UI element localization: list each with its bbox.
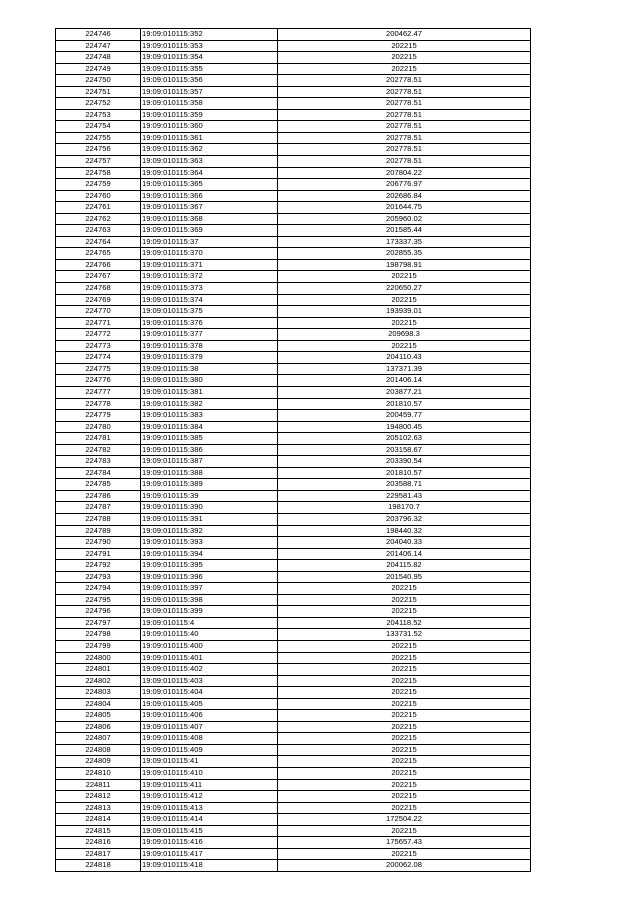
value-cell: 202215 xyxy=(278,664,531,676)
cadastral-number-cell: 19:09:010115:359 xyxy=(141,109,278,121)
table-row xyxy=(56,386,531,398)
value-cell: 202778.51 xyxy=(278,75,531,87)
table-row xyxy=(56,583,531,595)
value-cell: 202215 xyxy=(278,640,531,652)
value-cell: 202215 xyxy=(278,756,531,768)
value-cell: 204115.82 xyxy=(278,560,531,572)
table-row xyxy=(56,675,531,687)
cadastral-number-cell: 19:09:010115:41 xyxy=(141,756,278,768)
value-cell: 202855.35 xyxy=(278,248,531,260)
value-cell: 202686.84 xyxy=(278,190,531,202)
table-row xyxy=(56,98,531,110)
cadastral-number-cell: 19:09:010115:400 xyxy=(141,640,278,652)
row-id-cell: 224793 xyxy=(56,571,141,583)
row-id-cell: 224812 xyxy=(56,791,141,803)
value-cell: 173337.35 xyxy=(278,236,531,248)
row-id-cell: 224773 xyxy=(56,340,141,352)
row-id-cell: 224756 xyxy=(56,144,141,156)
value-cell: 209698.3 xyxy=(278,329,531,341)
value-cell: 203390.54 xyxy=(278,456,531,468)
table-row xyxy=(56,502,531,514)
value-cell: 202215 xyxy=(278,606,531,618)
value-cell: 202215 xyxy=(278,317,531,329)
cadastral-number-cell: 19:09:010115:412 xyxy=(141,791,278,803)
row-id-cell: 224784 xyxy=(56,467,141,479)
value-cell: 201810.57 xyxy=(278,467,531,479)
table-row xyxy=(56,271,531,283)
row-id-cell: 224795 xyxy=(56,594,141,606)
cadastral-number-cell: 19:09:010115:367 xyxy=(141,202,278,214)
table-row xyxy=(56,744,531,756)
cadastral-number-cell: 19:09:010115:401 xyxy=(141,652,278,664)
cadastral-number-cell: 19:09:010115:377 xyxy=(141,329,278,341)
cadastral-number-cell: 19:09:010115:393 xyxy=(141,537,278,549)
row-id-cell: 224749 xyxy=(56,63,141,75)
row-id-cell: 224779 xyxy=(56,410,141,422)
value-cell: 203877.21 xyxy=(278,386,531,398)
value-cell: 202215 xyxy=(278,583,531,595)
table-row xyxy=(56,779,531,791)
table-row xyxy=(56,733,531,745)
cadastral-number-cell: 19:09:010115:385 xyxy=(141,433,278,445)
value-cell: 202778.51 xyxy=(278,144,531,156)
value-cell: 202778.51 xyxy=(278,86,531,98)
value-cell: 201540.95 xyxy=(278,571,531,583)
value-cell: 203158.67 xyxy=(278,444,531,456)
table-row xyxy=(56,156,531,168)
row-id-cell: 224788 xyxy=(56,513,141,525)
value-cell: 137371.39 xyxy=(278,363,531,375)
value-cell: 203796.32 xyxy=(278,513,531,525)
cadastral-number-cell: 19:09:010115:366 xyxy=(141,190,278,202)
cadastral-number-cell: 19:09:010115:391 xyxy=(141,513,278,525)
row-id-cell: 224789 xyxy=(56,525,141,537)
cadastral-number-cell: 19:09:010115:372 xyxy=(141,271,278,283)
row-id-cell: 224804 xyxy=(56,698,141,710)
row-id-cell: 224755 xyxy=(56,132,141,144)
table-row xyxy=(56,768,531,780)
row-id-cell: 224760 xyxy=(56,190,141,202)
value-cell: 202778.51 xyxy=(278,132,531,144)
value-cell: 202215 xyxy=(278,52,531,64)
cadastral-number-cell: 19:09:010115:415 xyxy=(141,825,278,837)
value-cell: 202778.51 xyxy=(278,121,531,133)
table-row xyxy=(56,259,531,271)
cadastral-number-cell: 19:09:010115:383 xyxy=(141,410,278,422)
table-row xyxy=(56,444,531,456)
table-row xyxy=(56,814,531,826)
value-cell: 201644.75 xyxy=(278,202,531,214)
value-cell: 206776.97 xyxy=(278,179,531,191)
value-cell: 202778.51 xyxy=(278,156,531,168)
table-row xyxy=(56,329,531,341)
table-row xyxy=(56,525,531,537)
value-cell: 202215 xyxy=(278,733,531,745)
row-id-cell: 224815 xyxy=(56,825,141,837)
table-row xyxy=(56,490,531,502)
row-id-cell: 224759 xyxy=(56,179,141,191)
row-id-cell: 224748 xyxy=(56,52,141,64)
cadastral-number-cell: 19:09:010115:37 xyxy=(141,236,278,248)
cadastral-number-cell: 19:09:010115:371 xyxy=(141,259,278,271)
table-row xyxy=(56,213,531,225)
data-table xyxy=(55,28,531,872)
value-cell: 202215 xyxy=(278,271,531,283)
row-id-cell: 224811 xyxy=(56,779,141,791)
cadastral-number-cell: 19:09:010115:414 xyxy=(141,814,278,826)
table-row xyxy=(56,687,531,699)
cadastral-number-cell: 19:09:010115:363 xyxy=(141,156,278,168)
value-cell: 204118.52 xyxy=(278,617,531,629)
row-id-cell: 224794 xyxy=(56,583,141,595)
value-cell: 220650.27 xyxy=(278,283,531,295)
row-id-cell: 224798 xyxy=(56,629,141,641)
row-id-cell: 224803 xyxy=(56,687,141,699)
table-row xyxy=(56,29,531,41)
row-id-cell: 224801 xyxy=(56,664,141,676)
cadastral-number-cell: 19:09:010115:405 xyxy=(141,698,278,710)
row-id-cell: 224770 xyxy=(56,306,141,318)
cadastral-number-cell: 19:09:010115:397 xyxy=(141,583,278,595)
cadastral-number-cell: 19:09:010115:384 xyxy=(141,421,278,433)
table-row xyxy=(56,317,531,329)
value-cell: 200462.47 xyxy=(278,29,531,41)
cadastral-number-cell: 19:09:010115:369 xyxy=(141,225,278,237)
cadastral-number-cell: 19:09:010115:40 xyxy=(141,629,278,641)
table-body xyxy=(56,29,531,872)
value-cell: 201585.44 xyxy=(278,225,531,237)
row-id-cell: 224763 xyxy=(56,225,141,237)
table-row xyxy=(56,860,531,872)
table-row xyxy=(56,825,531,837)
value-cell: 198170.7 xyxy=(278,502,531,514)
table-row xyxy=(56,721,531,733)
table-row xyxy=(56,398,531,410)
table-row xyxy=(56,190,531,202)
table-row xyxy=(56,410,531,422)
table-row xyxy=(56,40,531,52)
value-cell: 202215 xyxy=(278,744,531,756)
table-row xyxy=(56,548,531,560)
cadastral-number-cell: 19:09:010115:370 xyxy=(141,248,278,260)
table-row xyxy=(56,629,531,641)
table-row xyxy=(56,86,531,98)
cadastral-number-cell: 19:09:010115:379 xyxy=(141,352,278,364)
value-cell: 200459.77 xyxy=(278,410,531,422)
cadastral-number-cell: 19:09:010115:362 xyxy=(141,144,278,156)
row-id-cell: 224765 xyxy=(56,248,141,260)
table-row xyxy=(56,479,531,491)
table-row xyxy=(56,571,531,583)
value-cell: 175657.43 xyxy=(278,837,531,849)
cadastral-number-cell: 19:09:010115:354 xyxy=(141,52,278,64)
table-row xyxy=(56,167,531,179)
cadastral-number-cell: 19:09:010115:356 xyxy=(141,75,278,87)
value-cell: 202215 xyxy=(278,721,531,733)
cadastral-number-cell: 19:09:010115:406 xyxy=(141,710,278,722)
cadastral-number-cell: 19:09:010115:390 xyxy=(141,502,278,514)
row-id-cell: 224796 xyxy=(56,606,141,618)
cadastral-number-cell: 19:09:010115:38 xyxy=(141,363,278,375)
cadastral-number-cell: 19:09:010115:368 xyxy=(141,213,278,225)
cadastral-number-cell: 19:09:010115:376 xyxy=(141,317,278,329)
row-id-cell: 224750 xyxy=(56,75,141,87)
value-cell: 203588.71 xyxy=(278,479,531,491)
table-row xyxy=(56,848,531,860)
table-row xyxy=(56,421,531,433)
value-cell: 198798.91 xyxy=(278,259,531,271)
table-row xyxy=(56,248,531,260)
value-cell: 202215 xyxy=(278,687,531,699)
row-id-cell: 224797 xyxy=(56,617,141,629)
value-cell: 200062.08 xyxy=(278,860,531,872)
row-id-cell: 224758 xyxy=(56,167,141,179)
table-row xyxy=(56,179,531,191)
table-row xyxy=(56,144,531,156)
row-id-cell: 224800 xyxy=(56,652,141,664)
table-row xyxy=(56,340,531,352)
cadastral-number-cell: 19:09:010115:413 xyxy=(141,802,278,814)
row-id-cell: 224778 xyxy=(56,398,141,410)
table-row xyxy=(56,433,531,445)
cadastral-number-cell: 19:09:010115:389 xyxy=(141,479,278,491)
row-id-cell: 224764 xyxy=(56,236,141,248)
table-row xyxy=(56,513,531,525)
value-cell: 204040.33 xyxy=(278,537,531,549)
cadastral-number-cell: 19:09:010115:360 xyxy=(141,121,278,133)
row-id-cell: 224761 xyxy=(56,202,141,214)
row-id-cell: 224757 xyxy=(56,156,141,168)
cadastral-number-cell: 19:09:010115:417 xyxy=(141,848,278,860)
row-id-cell: 224754 xyxy=(56,121,141,133)
table-row xyxy=(56,537,531,549)
value-cell: 202215 xyxy=(278,294,531,306)
value-cell: 202215 xyxy=(278,802,531,814)
row-id-cell: 224762 xyxy=(56,213,141,225)
cadastral-number-cell: 19:09:010115:392 xyxy=(141,525,278,537)
row-id-cell: 224771 xyxy=(56,317,141,329)
value-cell: 202215 xyxy=(278,779,531,791)
row-id-cell: 224772 xyxy=(56,329,141,341)
cadastral-number-cell: 19:09:010115:411 xyxy=(141,779,278,791)
table-row xyxy=(56,121,531,133)
cadastral-number-cell: 19:09:010115:410 xyxy=(141,768,278,780)
row-id-cell: 224802 xyxy=(56,675,141,687)
cadastral-number-cell: 19:09:010115:399 xyxy=(141,606,278,618)
row-id-cell: 224791 xyxy=(56,548,141,560)
cadastral-number-cell: 19:09:010115:357 xyxy=(141,86,278,98)
value-cell: 202215 xyxy=(278,710,531,722)
row-id-cell: 224747 xyxy=(56,40,141,52)
value-cell: 202778.51 xyxy=(278,109,531,121)
row-id-cell: 224805 xyxy=(56,710,141,722)
table-row xyxy=(56,456,531,468)
row-id-cell: 224787 xyxy=(56,502,141,514)
table-row xyxy=(56,698,531,710)
cadastral-number-cell: 19:09:010115:398 xyxy=(141,594,278,606)
row-id-cell: 224777 xyxy=(56,386,141,398)
table-row xyxy=(56,283,531,295)
value-cell: 202215 xyxy=(278,791,531,803)
row-id-cell: 224806 xyxy=(56,721,141,733)
table-row xyxy=(56,352,531,364)
table-row xyxy=(56,710,531,722)
table-row xyxy=(56,560,531,572)
cadastral-number-cell: 19:09:010115:386 xyxy=(141,444,278,456)
table-row xyxy=(56,202,531,214)
row-id-cell: 224809 xyxy=(56,756,141,768)
row-id-cell: 224781 xyxy=(56,433,141,445)
row-id-cell: 224753 xyxy=(56,109,141,121)
cadastral-number-cell: 19:09:010115:407 xyxy=(141,721,278,733)
row-id-cell: 224766 xyxy=(56,259,141,271)
row-id-cell: 224746 xyxy=(56,29,141,41)
cadastral-number-cell: 19:09:010115:375 xyxy=(141,306,278,318)
row-id-cell: 224810 xyxy=(56,768,141,780)
cadastral-number-cell: 19:09:010115:355 xyxy=(141,63,278,75)
table-row xyxy=(56,467,531,479)
table-row xyxy=(56,791,531,803)
table-row xyxy=(56,664,531,676)
value-cell: 205960.02 xyxy=(278,213,531,225)
table-row xyxy=(56,52,531,64)
cadastral-number-cell: 19:09:010115:39 xyxy=(141,490,278,502)
value-cell: 193939.01 xyxy=(278,306,531,318)
row-id-cell: 224818 xyxy=(56,860,141,872)
value-cell: 205102.63 xyxy=(278,433,531,445)
cadastral-number-cell: 19:09:010115:402 xyxy=(141,664,278,676)
value-cell: 202215 xyxy=(278,594,531,606)
value-cell: 207804.22 xyxy=(278,167,531,179)
value-cell: 194800.45 xyxy=(278,421,531,433)
row-id-cell: 224816 xyxy=(56,837,141,849)
value-cell: 204110.43 xyxy=(278,352,531,364)
table-row xyxy=(56,375,531,387)
cadastral-number-cell: 19:09:010115:408 xyxy=(141,733,278,745)
row-id-cell: 224785 xyxy=(56,479,141,491)
row-id-cell: 224783 xyxy=(56,456,141,468)
row-id-cell: 224808 xyxy=(56,744,141,756)
row-id-cell: 224776 xyxy=(56,375,141,387)
row-id-cell: 224752 xyxy=(56,98,141,110)
cadastral-number-cell: 19:09:010115:395 xyxy=(141,560,278,572)
table-row xyxy=(56,640,531,652)
value-cell: 229581.43 xyxy=(278,490,531,502)
row-id-cell: 224813 xyxy=(56,802,141,814)
table-row xyxy=(56,306,531,318)
row-id-cell: 224786 xyxy=(56,490,141,502)
cadastral-number-cell: 19:09:010115:378 xyxy=(141,340,278,352)
cadastral-number-cell: 19:09:010115:418 xyxy=(141,860,278,872)
table-row xyxy=(56,225,531,237)
value-cell: 202215 xyxy=(278,825,531,837)
table-row xyxy=(56,236,531,248)
cadastral-number-cell: 19:09:010115:396 xyxy=(141,571,278,583)
table-row xyxy=(56,756,531,768)
table-row xyxy=(56,363,531,375)
value-cell: 133731.52 xyxy=(278,629,531,641)
table-row xyxy=(56,606,531,618)
cadastral-number-cell: 19:09:010115:409 xyxy=(141,744,278,756)
table-row xyxy=(56,837,531,849)
cadastral-number-cell: 19:09:010115:403 xyxy=(141,675,278,687)
row-id-cell: 224769 xyxy=(56,294,141,306)
cadastral-number-cell: 19:09:010115:4 xyxy=(141,617,278,629)
row-id-cell: 224807 xyxy=(56,733,141,745)
value-cell: 202215 xyxy=(278,652,531,664)
value-cell: 201810.57 xyxy=(278,398,531,410)
table-row xyxy=(56,75,531,87)
table-row xyxy=(56,109,531,121)
cadastral-number-cell: 19:09:010115:387 xyxy=(141,456,278,468)
value-cell: 202215 xyxy=(278,768,531,780)
row-id-cell: 224751 xyxy=(56,86,141,98)
table-row xyxy=(56,63,531,75)
cadastral-number-cell: 19:09:010115:380 xyxy=(141,375,278,387)
row-id-cell: 224790 xyxy=(56,537,141,549)
value-cell: 202215 xyxy=(278,848,531,860)
cadastral-number-cell: 19:09:010115:388 xyxy=(141,467,278,479)
value-cell: 201406.14 xyxy=(278,548,531,560)
cadastral-number-cell: 19:09:010115:381 xyxy=(141,386,278,398)
cadastral-number-cell: 19:09:010115:416 xyxy=(141,837,278,849)
value-cell: 202778.51 xyxy=(278,98,531,110)
cadastral-number-cell: 19:09:010115:361 xyxy=(141,132,278,144)
cadastral-number-cell: 19:09:010115:373 xyxy=(141,283,278,295)
row-id-cell: 224817 xyxy=(56,848,141,860)
row-id-cell: 224780 xyxy=(56,421,141,433)
value-cell: 202215 xyxy=(278,675,531,687)
table-row xyxy=(56,294,531,306)
cadastral-number-cell: 19:09:010115:364 xyxy=(141,167,278,179)
value-cell: 202215 xyxy=(278,63,531,75)
row-id-cell: 224768 xyxy=(56,283,141,295)
row-id-cell: 224782 xyxy=(56,444,141,456)
value-cell: 198440.32 xyxy=(278,525,531,537)
cadastral-number-cell: 19:09:010115:374 xyxy=(141,294,278,306)
table-row xyxy=(56,617,531,629)
table-row xyxy=(56,802,531,814)
row-id-cell: 224814 xyxy=(56,814,141,826)
row-id-cell: 224767 xyxy=(56,271,141,283)
row-id-cell: 224792 xyxy=(56,560,141,572)
table-row xyxy=(56,132,531,144)
cadastral-number-cell: 19:09:010115:404 xyxy=(141,687,278,699)
value-cell: 201406.14 xyxy=(278,375,531,387)
cadastral-number-cell: 19:09:010115:394 xyxy=(141,548,278,560)
cadastral-number-cell: 19:09:010115:352 xyxy=(141,29,278,41)
row-id-cell: 224775 xyxy=(56,363,141,375)
value-cell: 202215 xyxy=(278,698,531,710)
row-id-cell: 224774 xyxy=(56,352,141,364)
value-cell: 202215 xyxy=(278,340,531,352)
cadastral-number-cell: 19:09:010115:382 xyxy=(141,398,278,410)
value-cell: 172504.22 xyxy=(278,814,531,826)
cadastral-number-cell: 19:09:010115:365 xyxy=(141,179,278,191)
row-id-cell: 224799 xyxy=(56,640,141,652)
cadastral-number-cell: 19:09:010115:358 xyxy=(141,98,278,110)
value-cell: 202215 xyxy=(278,40,531,52)
table-row xyxy=(56,652,531,664)
table-row xyxy=(56,594,531,606)
cadastral-number-cell: 19:09:010115:353 xyxy=(141,40,278,52)
